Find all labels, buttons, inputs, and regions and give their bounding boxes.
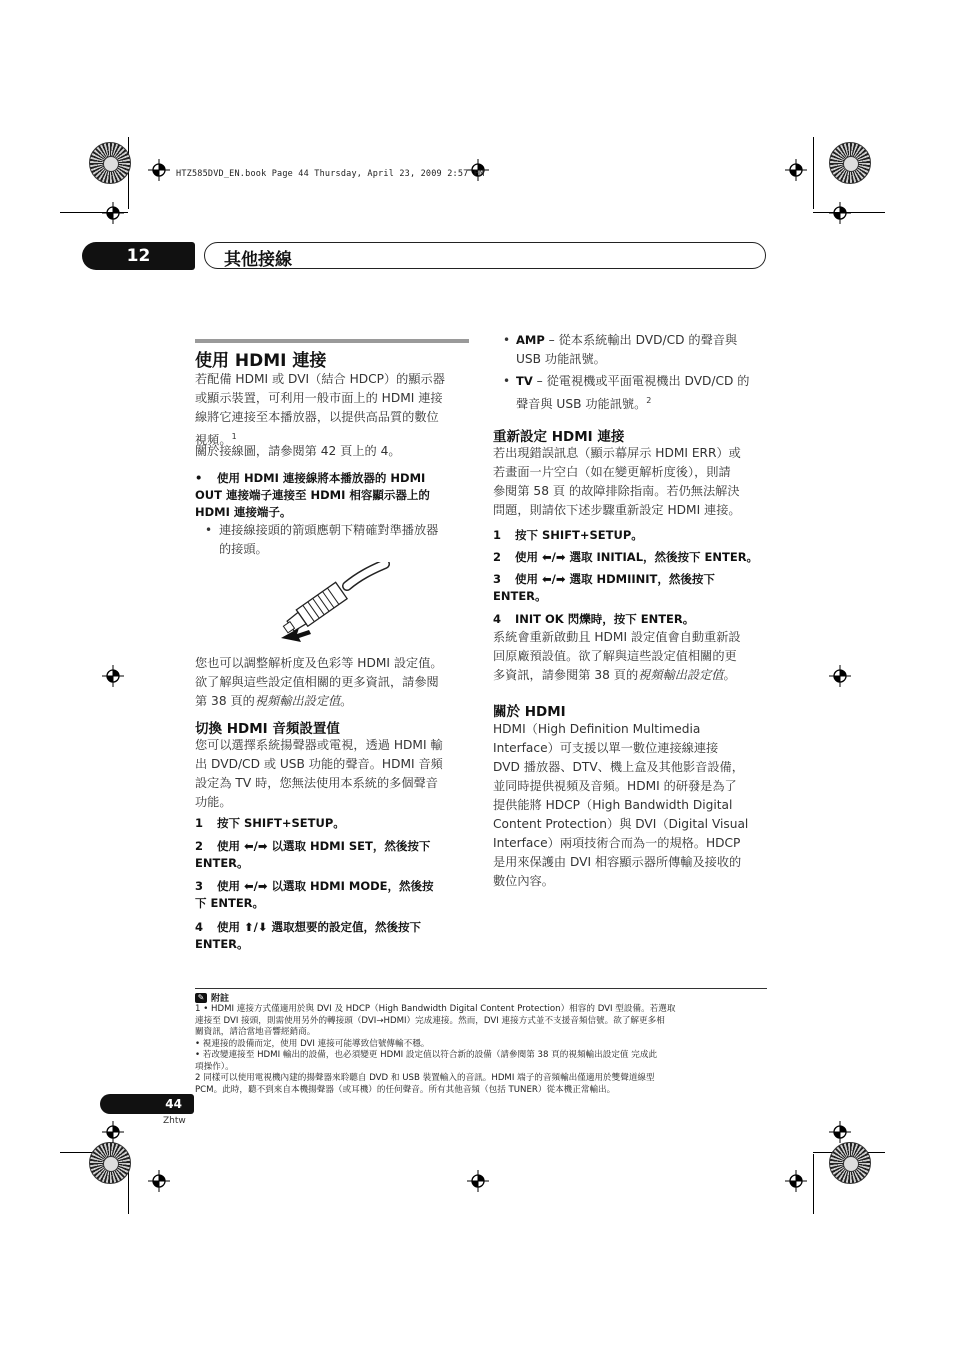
registration-target-icon [829, 1121, 851, 1143]
notes-header: ✎ 附註 [195, 991, 229, 1004]
bold-bullet: • 使用 HDMI 連接線將本播放器的 HDMI OUT 連接端子連接至 HDMI 相容顯示器上的 HDMI 連接端子。 [195, 471, 430, 519]
footnote-ref: 1 [231, 432, 237, 441]
step-4: 4 使用 ⬆/⬇ 選取想要的設定值，然後按下 ENTER。 [195, 920, 421, 951]
registration-target-icon [785, 1170, 807, 1192]
reset-paragraph: 若出現錯誤訊息（顯示幕屏示 HDMI ERR）或 若畫面一片空白（如在變更解析度後），則請 參閱第 58 頁 的故障排除指南。若仍無法解決 問題，則請依下述步驟重新設定 HDMI 連接。 [493, 446, 741, 517]
cross-reference-link[interactable]: 視頻輸出設定值 [254, 694, 341, 708]
step-3: 3 使用 ⬅/➡ 以選取 HDMI MODE，然後按 下 ENTER。 [195, 879, 434, 910]
hdmi-connector-illustration [275, 562, 390, 644]
about-paragraph: HDMI（High Definition Multimedia Interface）可支援以單一數位連接線連接 DVD 播放器、DTV、機上盒及其他影音設備， 並同時提供視頻及音頻。HDMI 的研發是為了 提供能將 HDCP（High Bandwidth Digital Content Protection）與 DVI（Digital Visual Interface）兩項技術合而為一的規格。HDCP 是用來保護由 DVI 相容顯示器所傳輸及接收的 數位內容。 [493, 722, 749, 888]
adjust-paragraph: 您也可以調整解析度及色彩等 HDMI 設定值。 欲了解與這些設定值相關的更多資訊，請參閱 第 38 頁的視頻輸出設定值。 [195, 656, 443, 708]
about-title: 關於 HDMI [493, 704, 566, 720]
step-1: 1 按下 SHIFT+SETUP。 [195, 816, 345, 830]
step-2: 2 使用 ⬅/➡ 以選取 HDMI SET，然後按下 ENTER。 [195, 839, 431, 870]
restart-paragraph: 系統會重新啟動且 HDMI 設定值會自動重新設 回原廠預設值。欲了解與這些設定值相關的更 多資訊，請參閱第 38 頁的視頻輸出設定值。 [493, 630, 741, 682]
see-diagram-text: 關於接線圖，請參閱第 42 頁上的 4。 [195, 444, 401, 458]
reset-title: 重新設定 HDMI 連接 [493, 429, 625, 445]
reset-step-2: 2 使用 ⬅/➡ 選取 INITIAL，然後按下 ENTER。 [493, 550, 759, 564]
reset-step-3: 3 使用 ⬅/➡ 選取 HDMIINIT，然後按下 ENTER。 [493, 572, 715, 603]
registration-target-icon [829, 665, 851, 687]
footnotes: 1 • HDMI 連接方式僅適用於與 DVI 及 HDCP（High Bandwidth Digital Content Protection）相容的 DVI 型設備。若選取 連接至 DVI 接頭，則需使用另外的轉接頭（DVI→HDMI）完成連接。然而，DVI 連接方式並不支援音頻信號。欲了解更多相 關資訊，請洽當地音響經銷商。 • 視連接的設備而定，使用 DVI 連接可能導致信號傳輸不穩。 • 若改變連接至 HDMI 輸出的設備，也必須變更 HDMI 設定值以符合新的設備（請參閱第 38 頁的視頻輸出設定值 完成此 項操作）。 2 同樣可以使用電視機內建的揚聲器來聆聽自 DVD 和 USB 裝置輸入的音訊。HDMI 端子的音頻輸出僅適用於雙聲道線型 PCM。此時，聽不到來自本機揚聲器（或耳機）的任何聲音。所有其他音頻（包括 TUNER）從本機正常輸出。 [195, 1004, 676, 1095]
switch-paragraph: 您可以選擇系統揚聲器或電視，透過 HDMI 輸 出 DVD/CD 或 USB 功能的聲音。HDMI 音頻 設定為 TV 時，您無法使用本系統的多個聲音 功能。 [195, 738, 443, 809]
registration-star-icon [89, 1142, 131, 1184]
section-title: 使用 HDMI 連接 [195, 351, 327, 371]
registration-star-icon [829, 142, 871, 184]
page-number: 44 [100, 1094, 194, 1114]
registration-star-icon [829, 1142, 871, 1184]
section-rule [195, 339, 469, 343]
reset-step-4: 4 INIT OK 閃爍時，按下 ENTER。 [493, 612, 695, 626]
crop-mark [813, 137, 814, 209]
tv-option: • TV – 從電視機或平面電視機出 DVD/CD 的 聲音與 USB 功能訊號。$^2$ [503, 374, 750, 412]
chapter-title: 其他接線 [224, 250, 292, 270]
print-header: HTZ585DVD_EN.book Page 44 Thursday, April 23, 2009 2:57 PM [176, 169, 485, 179]
registration-target-icon [148, 159, 170, 181]
registration-target-icon [829, 202, 851, 224]
subsection-title: 切換 HDMI 音頻設置值 [195, 721, 340, 737]
amp-option: • AMP – 從本系統輸出 DVD/CD 的聲音與 USB 功能訊號。 [503, 333, 738, 366]
language-code: Zhtw [163, 1116, 186, 1126]
sub-bullet: • 連接線接頭的箭頭應朝下精確對準播放器 的接頭。 [205, 523, 439, 556]
registration-star-icon [89, 142, 131, 184]
notes-rule [195, 988, 767, 989]
crop-mark [813, 1154, 814, 1214]
cross-reference-link[interactable]: 視頻輸出設定值 [638, 668, 724, 682]
footnote-ref: 2 [646, 396, 652, 405]
registration-target-icon [785, 159, 807, 181]
registration-target-icon [102, 202, 124, 224]
chapter-number: 12 [82, 242, 195, 270]
note-icon: ✎ [195, 993, 207, 1003]
registration-target-icon [148, 1170, 170, 1192]
registration-target-icon [102, 1121, 124, 1143]
reset-step-1: 1 按下 SHIFT+SETUP。 [493, 528, 643, 542]
registration-target-icon [467, 1170, 489, 1192]
intro-paragraph: 若配備 HDMI 或 DVI（結合 HDCP）的顯示器 或顯示裝置，可利用一般市面上的 HDMI 連接 線將它連接至本播放器，以提供高品質的數位 視頻。$^1$ [195, 372, 445, 448]
registration-target-icon [102, 665, 124, 687]
